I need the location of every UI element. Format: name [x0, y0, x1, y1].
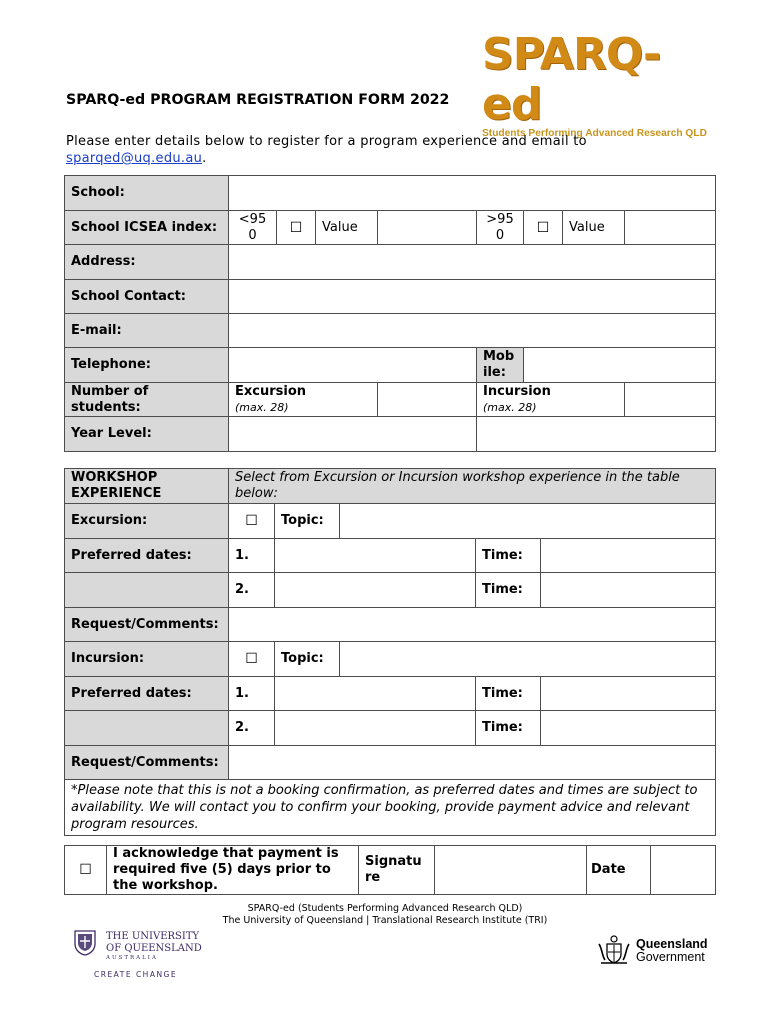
incursion-time-2-field[interactable] [541, 711, 716, 746]
acknowledgement-table [64, 845, 716, 895]
uq-crest-icon [74, 930, 96, 956]
intro-sentence: Please enter details below to register for a program experience and email to [66, 134, 587, 149]
queensland-crest-icon [596, 932, 632, 966]
excursion-checkbox[interactable]: ☐ [229, 504, 275, 539]
incursion-students-field[interactable] [625, 383, 716, 417]
telephone-label: Telephone: [65, 348, 229, 383]
incursion-max-note: (max. 28) [483, 400, 537, 414]
incursion-topic-label: Topic: [275, 642, 340, 677]
excursion-date-2-label: 2. [229, 573, 275, 608]
telephone-field[interactable] [229, 348, 477, 383]
email-label: E-mail: [65, 314, 229, 348]
sparq-ed-logo [482, 30, 712, 139]
signature-field[interactable] [435, 846, 587, 895]
excursion-topic-field[interactable] [340, 504, 716, 539]
year-level-label: Year Level: [65, 417, 229, 452]
excursion-dates-spacer [65, 573, 229, 608]
queensland-government-logo [596, 932, 716, 968]
incursion-label: Incursion: [65, 642, 229, 677]
excursion-date-1-field[interactable] [275, 539, 476, 573]
footer-line-2: The University of Queensland | Translational Research Institute (TRI) [222, 915, 548, 926]
school-label: School: [65, 176, 229, 211]
incursion-date-2-label: 2. [229, 711, 275, 746]
number-of-students-label: Number of students: [65, 383, 229, 417]
year-level-field-1[interactable] [229, 417, 477, 452]
icsea-low-checkbox[interactable]: ☐ [277, 211, 316, 245]
excursion-students-label [229, 383, 378, 417]
excursion-time-2-label: Time: [476, 573, 541, 608]
school-contact-field[interactable] [229, 280, 716, 314]
workshop-experience-table [64, 468, 716, 836]
mobile-field[interactable] [524, 348, 716, 383]
school-field[interactable] [229, 176, 716, 211]
logo-wordmark: SPARQ-ed [482, 29, 661, 130]
excursion-time-1-field[interactable] [541, 539, 716, 573]
icsea-high-checkbox[interactable]: ☐ [524, 211, 563, 245]
school-details-table [64, 175, 716, 452]
workshop-heading: WORKSHOP EXPERIENCE [65, 469, 229, 504]
icsea-high-label: >950 [477, 211, 524, 245]
incursion-date-1-field[interactable] [275, 677, 476, 711]
email-field[interactable] [229, 314, 716, 348]
icsea-high-value-field[interactable] [625, 211, 716, 245]
incursion-students-title: Incursion [483, 383, 551, 399]
incursion-preferred-dates-label: Preferred dates: [65, 677, 229, 711]
excursion-max-note: (max. 28) [235, 400, 289, 414]
excursion-time-2-field[interactable] [541, 573, 716, 608]
excursion-date-1-label: 1. [229, 539, 275, 573]
icsea-low-value-field[interactable] [378, 211, 477, 245]
booking-note: *Please note that this is not a booking confirmation, as preferred dates and times are subject to availability. We will contact you to confirm your booking, provide payment advice and relevant program resources. [65, 780, 716, 836]
uq-name-line-2: OF QUEENSLAND [106, 943, 202, 954]
intro-text [66, 133, 666, 167]
incursion-date-1-label: 1. [229, 677, 275, 711]
icsea-label: School ICSEA index: [65, 211, 229, 245]
uq-country: AUSTRALIA [106, 955, 158, 961]
footer-line-1: SPARQ-ed (Students Performing Advanced Research QLD) [247, 903, 523, 914]
intro-end: . [202, 151, 207, 166]
excursion-label: Excursion: [65, 504, 229, 539]
uq-name [106, 931, 202, 955]
icsea-low-label: <950 [229, 211, 277, 245]
incursion-topic-field[interactable] [340, 642, 716, 677]
school-contact-label: School Contact: [65, 280, 229, 314]
email-link[interactable]: sparqed@uq.edu.au [66, 151, 203, 166]
queensland-name: Queensland [636, 937, 708, 951]
excursion-preferred-dates-label: Preferred dates: [65, 539, 229, 573]
incursion-time-2-label: Time: [476, 711, 541, 746]
acknowledge-checkbox[interactable]: ☐ [65, 846, 107, 895]
date-label: Date [587, 846, 651, 895]
excursion-students-title: Excursion [235, 383, 307, 399]
icsea-high-value-label: Value [563, 211, 625, 245]
excursion-request-field[interactable] [229, 608, 716, 642]
page-footer [0, 903, 770, 927]
excursion-time-1-label: Time: [476, 539, 541, 573]
icsea-low-value-label: Value [316, 211, 378, 245]
incursion-request-field[interactable] [229, 746, 716, 780]
address-label: Address: [65, 245, 229, 280]
uq-tagline: CREATE CHANGE [94, 970, 178, 979]
mobile-label: Mobile: [477, 348, 524, 383]
logo-tagline: Students Performing Advanced Research QLD [482, 128, 707, 139]
address-field[interactable] [229, 245, 716, 280]
excursion-date-2-field[interactable] [275, 573, 476, 608]
excursion-request-label: Request/Comments: [65, 608, 229, 642]
incursion-time-1-field[interactable] [541, 677, 716, 711]
incursion-checkbox[interactable]: ☐ [229, 642, 275, 677]
form-title: SPARQ-ed PROGRAM REGISTRATION FORM 2022 [66, 92, 450, 108]
workshop-instruction: Select from Excursion or Incursion workshop experience in the table below: [229, 469, 716, 504]
year-level-field-2[interactable] [477, 417, 716, 452]
signature-label: Signature [359, 846, 435, 895]
incursion-time-1-label: Time: [476, 677, 541, 711]
government-name: Government [636, 950, 705, 964]
incursion-date-2-field[interactable] [275, 711, 476, 746]
acknowledge-text: I acknowledge that payment is required five (5) days prior to the workshop. [107, 846, 359, 895]
excursion-students-field[interactable] [378, 383, 477, 417]
incursion-request-label: Request/Comments: [65, 746, 229, 780]
incursion-dates-spacer [65, 711, 229, 746]
incursion-students-label [477, 383, 625, 417]
uq-name-line-1: THE UNIVERSITY [106, 931, 200, 942]
excursion-topic-label: Topic: [275, 504, 340, 539]
date-field[interactable] [651, 846, 716, 895]
